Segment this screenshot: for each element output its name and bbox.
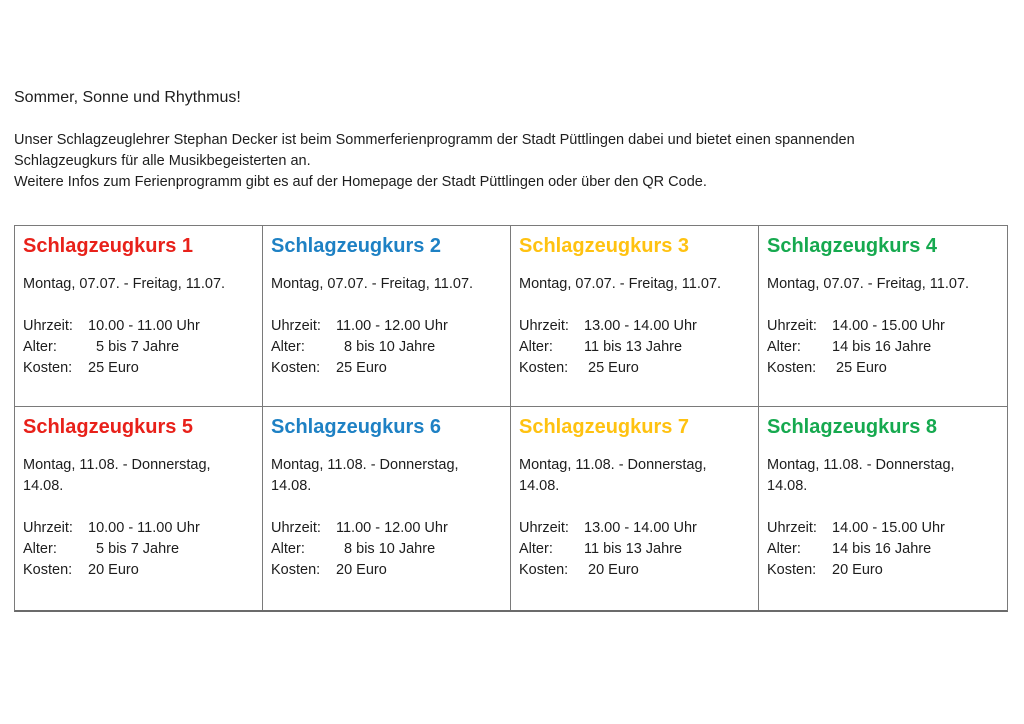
course-card-2 (263, 226, 511, 407)
time-label: Uhrzeit: (519, 318, 569, 334)
course-title-2: Schlagzeugkurs 2 (271, 235, 442, 257)
cost-value: 20 Euro (584, 562, 639, 578)
course-card-5 (15, 407, 263, 610)
age-row (271, 337, 502, 358)
date-line: Montag, 11.08. - Donnerstag, (271, 457, 459, 473)
time-label: Uhrzeit: (767, 318, 817, 334)
age-row (767, 337, 999, 358)
date-line: Montag, 11.08. - Donnerstag, (519, 457, 707, 473)
course-table (14, 225, 1008, 612)
time-value: 10.00 - 11.00 Uhr (88, 520, 200, 536)
time-label: Uhrzeit: (23, 520, 73, 536)
time-row (767, 518, 999, 539)
cost-label: Kosten: (271, 562, 321, 578)
cost-value: 25 Euro (832, 360, 887, 376)
course-details-5 (23, 518, 254, 581)
course-card-8 (759, 407, 1007, 610)
cost-label: Kosten: (519, 562, 569, 578)
time-value: 11.00 - 12.00 Uhr (336, 318, 448, 334)
age-row (519, 337, 750, 358)
age-label: Alter: (519, 541, 553, 557)
cost-label: Kosten: (23, 360, 73, 376)
course-card-3 (511, 226, 759, 407)
age-row (23, 539, 254, 560)
intro-line-2: Schlagzeugkurs für alle Musikbegeisterten an. (14, 153, 311, 169)
cost-row (271, 358, 502, 379)
cost-label: Kosten: (767, 562, 817, 578)
age-value: 5 bis 7 Jahre (88, 339, 180, 355)
age-row (271, 539, 502, 560)
course-dates-3 (519, 274, 750, 295)
cost-row (23, 560, 254, 581)
time-value: 14.00 - 15.00 Uhr (832, 318, 945, 334)
time-row (271, 518, 502, 539)
course-dates-6 (271, 455, 502, 497)
cost-label: Kosten: (519, 360, 569, 376)
cost-value: 20 Euro (336, 562, 387, 578)
time-row (23, 518, 254, 539)
course-card-4 (759, 226, 1007, 407)
age-label: Alter: (271, 541, 305, 557)
cost-label: Kosten: (23, 562, 73, 578)
age-label: Alter: (767, 339, 801, 355)
date-line: Montag, 11.08. - Donnerstag, (23, 457, 211, 473)
cost-row (767, 358, 999, 379)
cost-label: Kosten: (271, 360, 321, 376)
age-value: 8 bis 10 Jahre (336, 339, 436, 355)
time-value: 11.00 - 12.00 Uhr (336, 520, 448, 536)
course-title-5: Schlagzeugkurs 5 (23, 416, 194, 438)
cost-value: 25 Euro (584, 360, 639, 376)
course-title-4: Schlagzeugkurs 4 (767, 235, 938, 257)
time-row (519, 518, 750, 539)
date-line: 14.08. (271, 478, 312, 494)
course-dates-5 (23, 455, 254, 497)
cost-value: 25 Euro (88, 360, 139, 376)
time-row (519, 316, 750, 337)
page-title: Sommer, Sonne und Rhythmus! (14, 89, 241, 106)
age-value: 14 bis 16 Jahre (832, 339, 932, 355)
course-title-3: Schlagzeugkurs 3 (519, 235, 690, 257)
course-title-6: Schlagzeugkurs 6 (271, 416, 442, 438)
course-details-8 (767, 518, 999, 581)
cost-row (767, 560, 999, 581)
intro-line-1: Unser Schlagzeuglehrer Stephan Decker ist beim Sommerferienprogramm der Stadt Püttlingen dabei und bietet einen spannenden (14, 132, 855, 148)
course-dates-1 (23, 274, 254, 295)
age-label: Alter: (519, 339, 553, 355)
course-dates-2 (271, 274, 502, 295)
date-line: 14.08. (767, 478, 808, 494)
course-details-2 (271, 316, 502, 379)
cost-row (271, 560, 502, 581)
cost-row (519, 560, 750, 581)
course-card-6 (263, 407, 511, 610)
time-label: Uhrzeit: (767, 520, 817, 536)
age-value: 8 bis 10 Jahre (336, 541, 436, 557)
intro-line-3: Weitere Infos zum Ferienprogramm gibt es auf der Homepage der Stadt Püttlingen oder über den QR Code. (14, 174, 707, 190)
cost-row (23, 358, 254, 379)
date-line: 14.08. (519, 478, 560, 494)
time-value: 13.00 - 14.00 Uhr (584, 318, 697, 334)
page-header (14, 89, 855, 193)
course-details-3 (519, 316, 750, 379)
date-line: 14.08. (23, 478, 64, 494)
cost-value: 20 Euro (832, 562, 883, 578)
cost-value: 20 Euro (88, 562, 139, 578)
course-card-1 (15, 226, 263, 407)
age-row (23, 337, 254, 358)
date-line: Montag, 11.08. - Donnerstag, (767, 457, 955, 473)
time-value: 14.00 - 15.00 Uhr (832, 520, 945, 536)
date-line: Montag, 07.07. - Freitag, 11.07. (519, 276, 722, 292)
age-row (519, 539, 750, 560)
age-row (767, 539, 999, 560)
time-label: Uhrzeit: (23, 318, 73, 334)
date-line: Montag, 07.07. - Freitag, 11.07. (23, 276, 226, 292)
course-card-7 (511, 407, 759, 610)
course-title-8: Schlagzeugkurs 8 (767, 416, 938, 438)
course-details-7 (519, 518, 750, 581)
age-value: 14 bis 16 Jahre (832, 541, 932, 557)
age-label: Alter: (271, 339, 305, 355)
course-details-1 (23, 316, 254, 379)
time-value: 13.00 - 14.00 Uhr (584, 520, 697, 536)
cost-row (519, 358, 750, 379)
time-row (23, 316, 254, 337)
course-details-6 (271, 518, 502, 581)
time-row (271, 316, 502, 337)
age-value: 11 bis 13 Jahre (584, 541, 683, 557)
age-value: 5 bis 7 Jahre (88, 541, 180, 557)
course-dates-4 (767, 274, 999, 295)
course-dates-7 (519, 455, 750, 497)
time-label: Uhrzeit: (519, 520, 569, 536)
date-line: Montag, 07.07. - Freitag, 11.07. (271, 276, 474, 292)
time-value: 10.00 - 11.00 Uhr (88, 318, 200, 334)
age-value: 11 bis 13 Jahre (584, 339, 683, 355)
course-details-4 (767, 316, 999, 379)
time-label: Uhrzeit: (271, 318, 321, 334)
age-label: Alter: (23, 339, 57, 355)
age-label: Alter: (767, 541, 801, 557)
cost-label: Kosten: (767, 360, 817, 376)
date-line: Montag, 07.07. - Freitag, 11.07. (767, 276, 970, 292)
time-row (767, 316, 999, 337)
time-label: Uhrzeit: (271, 520, 321, 536)
cost-value: 25 Euro (336, 360, 387, 376)
course-dates-8 (767, 455, 999, 497)
course-title-1: Schlagzeugkurs 1 (23, 235, 194, 257)
age-label: Alter: (23, 541, 57, 557)
course-title-7: Schlagzeugkurs 7 (519, 416, 690, 438)
